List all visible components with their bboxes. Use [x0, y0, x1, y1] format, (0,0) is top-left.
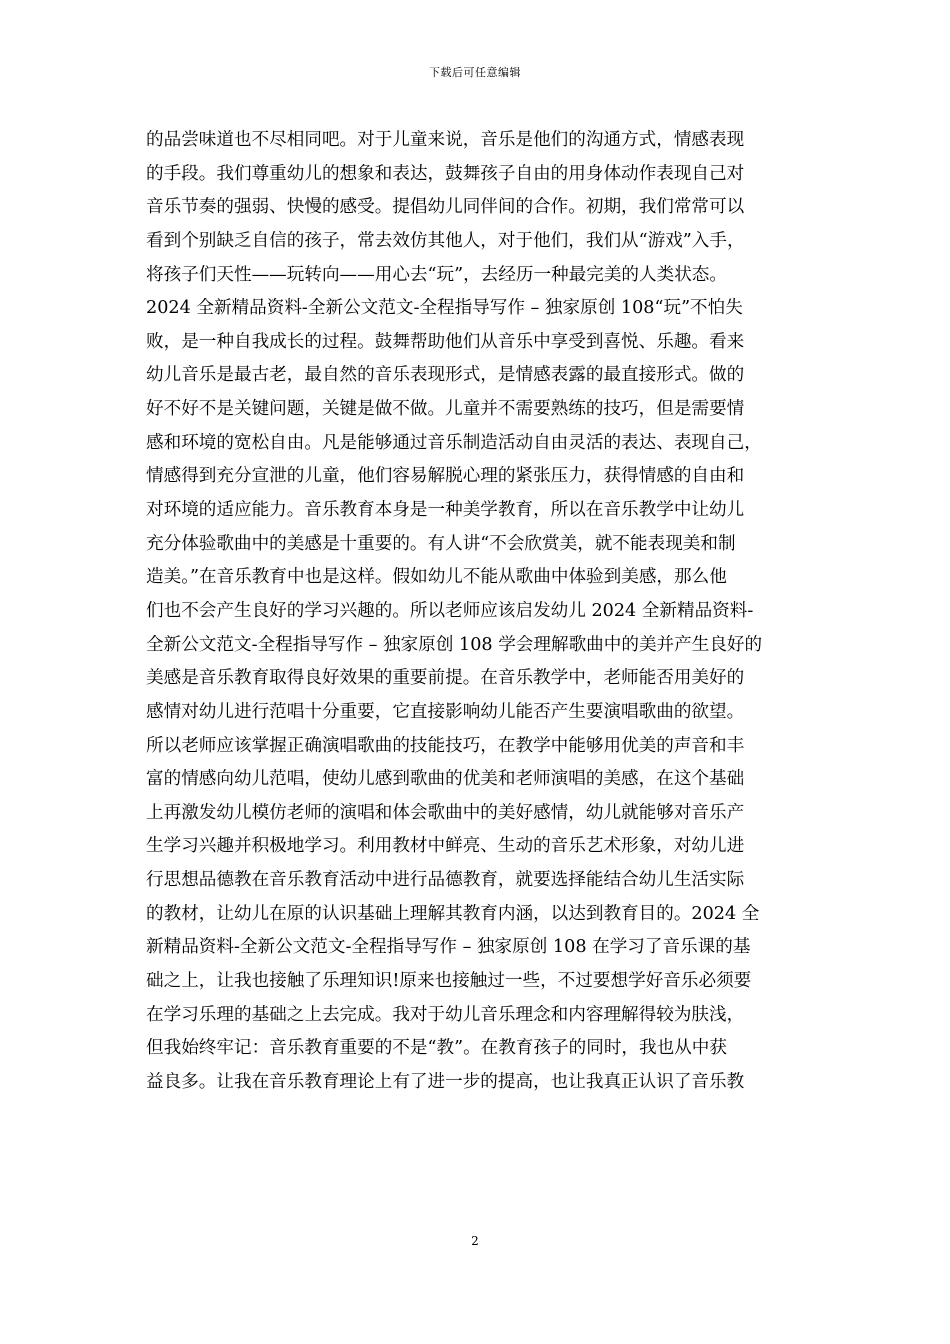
text-line: 情感得到充分宣泄的儿童，他们容易解脱心理的紧张压力，获得情感的自由和	[146, 466, 745, 487]
text-line: 音乐节奏的强弱、快慢的感受。提倡幼儿同伴间的合作。初期，我们常常可以	[146, 197, 745, 218]
text-line: 的教材，让幼儿在原的认识基础上理解其教育内涵，以达到教育目的。2024 全	[146, 903, 760, 924]
text-line: 2024 全新精品资料-全新公文范文-全程指导写作 – 独家原创 108“玩”不怕失	[146, 298, 743, 319]
text-line: 上再激发幼儿模仿老师的演唱和体会歌曲中的美好感情，幼儿就能够对音乐产	[146, 802, 745, 823]
page-header: 下载后可任意编辑	[429, 66, 521, 79]
text-line: 败，是一种自我成长的过程。鼓舞帮助他们从音乐中享受到喜悦、乐趣。看来	[146, 331, 745, 352]
text-line: 造美。”在音乐教育中也是这样。假如幼儿不能从歌曲中体验到美感，那么他	[146, 567, 727, 588]
text-line: 们也不会产生良好的学习兴趣的。所以老师应该启发幼儿 2024 全新精品资料-	[146, 600, 754, 621]
page-number: 2	[471, 1234, 479, 1248]
text-line: 在学习乐理的基础之上去完成。我对于幼儿音乐理念和内容理解得较为肤浅，	[146, 1004, 745, 1025]
text-line: 看到个别缺乏自信的孩子，常去效仿其他人，对于他们，我们从“游戏”入手，	[146, 230, 745, 251]
text-line: 础之上，让我也接触了乐理知识!原来也接触过一些，不过要想学好音乐必须要	[146, 971, 752, 992]
text-line: 行思想品德教在音乐教育活动中进行品德教育，就要选择能结合幼儿生活实际	[146, 870, 745, 891]
body-text	[146, 124, 818, 1100]
text-line: 幼儿音乐是最古老，最自然的音乐表现形式，是情感表露的最直接形式。做的	[146, 365, 745, 386]
text-line: 富的情感向幼儿范唱，使幼儿感到歌曲的优美和老师演唱的美感，在这个基础	[146, 769, 745, 790]
text-line: 新精品资料-全新公文范文-全程指导写作 – 独家原创 108 在学习了音乐课的基	[146, 937, 751, 958]
text-line: 感和环境的宽松自由。凡是能够通过音乐制造活动自由灵活的表达、表现自己，	[146, 432, 762, 453]
text-line: 好不好不是关键问题，关键是做不做。儿童并不需要熟练的技巧，但是需要情	[146, 399, 745, 420]
text-line: 充分体验歌曲中的美感是十重要的。有人讲“不会欣赏美，就不能表现美和制	[146, 533, 736, 554]
text-line: 美感是音乐教育取得良好效果的重要前提。在音乐教学中，老师能否用美好的	[146, 668, 745, 689]
text-line: 益良多。让我在音乐教育理论上有了进一步的提高，也让我真正认识了音乐教	[146, 1071, 745, 1092]
text-line: 的品尝味道也不尽相同吧。对于儿童来说，音乐是他们的沟通方式，情感表现	[146, 130, 745, 150]
text-line: 所以老师应该掌握正确演唱歌曲的技能技巧，在教学中能够用优美的声音和丰	[146, 735, 745, 756]
text-line: 全新公文范文-全程指导写作 – 独家原创 108 学会理解歌曲中的美并产生良好的	[146, 634, 763, 655]
text-line: 的手段。我们尊重幼儿的想象和表达，鼓舞孩子自由的用身体动作表现自己对	[146, 163, 745, 184]
text-line: 感情对幼儿进行范唱十分重要，它直接影响幼儿能否产生要演唱歌曲的欲望。	[146, 701, 745, 722]
text-line: 对环境的适应能力。音乐教育本身是一种美学教育，所以在音乐教学中让幼儿	[146, 500, 745, 521]
text-line: 将孩子们天性——玩转向——用心去“玩”，去经历一种最完美的人类状态。	[146, 264, 727, 285]
text-line: 生学习兴趣并积极地学习。利用教材中鲜亮、生动的音乐艺术形象，对幼儿进	[146, 836, 745, 857]
text-line: 但我始终牢记：音乐教育重要的不是“教”。在教育孩子的同时，我也从中获	[146, 1038, 727, 1059]
